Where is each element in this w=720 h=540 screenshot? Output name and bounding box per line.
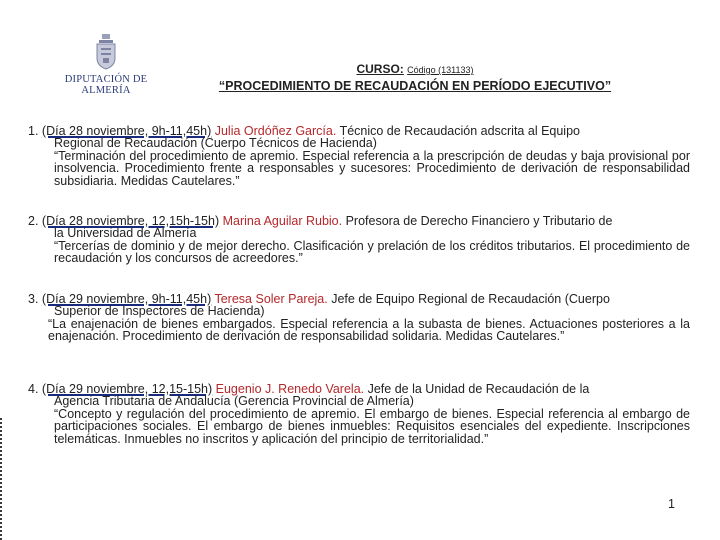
speaker-role-continued: la Universidad de Almería <box>54 226 197 241</box>
page-number: 1 <box>668 497 675 511</box>
coat-of-arms-icon <box>94 34 118 70</box>
logo <box>44 34 168 96</box>
course-label: CURSO: <box>356 62 404 76</box>
speaker-role-continued: Agencia Tributaria de Andalucía (Gerencia Provincial de Almería) <box>54 394 414 409</box>
course-header <box>190 62 640 93</box>
session-number: 4. <box>28 382 39 396</box>
session-date: (Día 28 noviembre, 12,15h-15h) <box>41 214 220 228</box>
session-date: (Día 28 noviembre, 9h-11,45h) <box>41 124 212 138</box>
session-item <box>28 215 690 265</box>
speaker-name: Marina Aguilar Rubio. <box>222 214 343 228</box>
margin-dotted-line <box>0 418 4 540</box>
session-topic: “Concepto y regulación del procedimiento de apremio. El embargo de bienes. Especial referencia al embargo de participaciones sociales. El embargo de bienes inmuebles: Requisitos esenciales del expediente. Inscripciones telemáticas. Inmuebles no inscritos y aplicación del principio de territorialidad.” <box>54 406 690 446</box>
session-item <box>28 293 690 343</box>
course-line <box>190 62 640 77</box>
speaker-role: Jefe de Equipo Regional de Recaudación (Cuerpo <box>331 292 610 306</box>
course-code: Código (131133) <box>407 65 474 75</box>
session-topic: “La enajenación de bienes embargados. Especial referencia a la subasta de bienes. Actuaciones posteriores a la enajenación. Procedimiento de derivación de responsabilidad solidaria. Medidas Cautelares.” <box>48 316 690 344</box>
logo-text: DIPUTACIÓN DE ALMERÍA <box>64 74 148 96</box>
session-item <box>28 383 690 445</box>
speaker-role: Profesora de Derecho Financiero y Tributario de <box>345 214 613 228</box>
session-topic: “Tercerías de dominio y de mejor derecho. Clasificación y prelación de los créditos tributarios. El procedimiento de recaudación y los concursos de acreedores.” <box>54 238 690 266</box>
speaker-role: Jefe de la Unidad de Recaudación de la <box>367 382 590 396</box>
speaker-name: Teresa Soler Pareja. <box>214 292 328 306</box>
speaker-name: Eugenio J. Renedo Varela. <box>215 382 365 396</box>
speaker-role-continued: Regional de Recaudación (Cuerpo Técnicos de Hacienda) <box>54 136 377 151</box>
session-date: (Día 29 noviembre, 12,15-15h) <box>41 382 213 396</box>
speaker-role: Técnico de Recaudación adscrita al Equipo <box>339 124 580 138</box>
course-title: “PROCEDIMIENTO DE RECAUDACIÓN EN PERÍODO EJECUTIVO” <box>218 79 612 93</box>
session-number: 1. <box>28 124 39 138</box>
session-number: 3. <box>28 292 39 306</box>
session-item <box>28 125 690 187</box>
speaker-name: Julia Ordóñez García. <box>214 124 337 138</box>
speaker-role-continued: Superior de Inspectores de Hacienda) <box>54 304 265 319</box>
session-topic: “Terminación del procedimiento de apremio. Especial referencia a la prescripción de deudas y baja provisional por insolvencia. Procedimiento frente a responsables y sucesores: Procedimiento de derivación de responsabilidad subsidiaria. Medidas Cautelares.” <box>54 148 690 188</box>
session-date: (Día 29 noviembre, 9h-11,45h) <box>41 292 212 306</box>
session-number: 2. <box>28 214 39 228</box>
